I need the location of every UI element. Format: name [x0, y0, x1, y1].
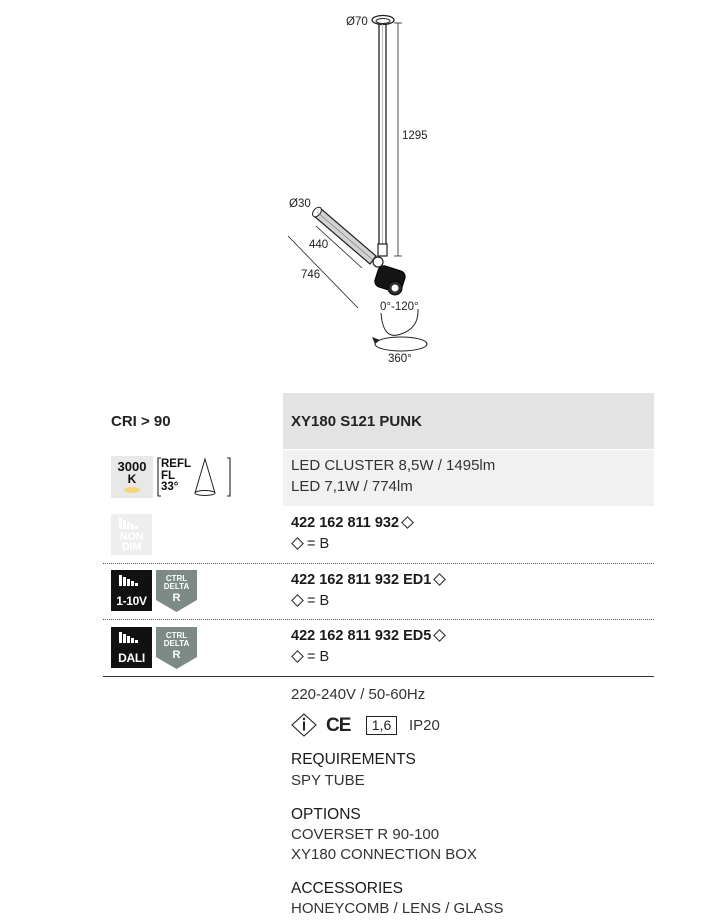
variant-code: 422 162 811 932 ED1	[291, 572, 432, 588]
stem-dimension	[394, 23, 402, 256]
accessories-item: HONEYCOMB / LENS / GLASS	[291, 900, 504, 917]
diamond-icon	[291, 537, 304, 550]
rotation-indicator	[372, 337, 427, 351]
technical-drawing	[0, 0, 702, 380]
cable-section-box: 1,6	[366, 716, 397, 735]
diamond-icon	[433, 573, 446, 586]
dim-top-diameter: Ø70	[346, 16, 368, 28]
options-item: COVERSET R 90-100	[291, 826, 440, 843]
dim-tilt: 0°-120°	[380, 301, 419, 313]
color-temp-unit: K	[127, 472, 137, 486]
variant-note-row	[291, 536, 329, 552]
ceiling-rose	[372, 16, 394, 25]
variant-note: = B	[307, 536, 330, 552]
row-separator	[103, 619, 654, 620]
product-name: XY180 S121 PUNK	[291, 413, 422, 430]
voltage-spec: 220-240V / 50-60Hz	[291, 686, 426, 703]
table-bottom-rule	[103, 676, 654, 677]
variant-note: = B	[307, 649, 330, 665]
dimming-protocol-label: DALI	[118, 651, 145, 665]
ctrl-line-3: R	[172, 592, 181, 604]
ip-rating: IP20	[409, 717, 440, 734]
ctrl-delta-r-badge	[156, 627, 197, 669]
variant-note: = B	[307, 593, 330, 609]
ctrl-line-3: R	[172, 649, 181, 661]
variant-code: 422 162 811 932 ED5	[291, 628, 432, 644]
cri-label: CRI > 90	[111, 413, 171, 430]
variant-note-row	[291, 649, 329, 665]
dim-stem-length: 1295	[402, 130, 428, 142]
dim-total-length: 746	[301, 269, 321, 281]
accessories-title: ACCESSORIES	[291, 880, 403, 897]
optic-labels	[161, 459, 191, 494]
dim-arm-diameter: Ø30	[289, 198, 311, 210]
dimming-bars-icon	[119, 632, 143, 643]
ctrl-line-2: DELTA	[163, 639, 190, 648]
requirements-item: SPY TUBE	[291, 772, 365, 789]
diamond-icon	[433, 629, 446, 642]
diamond-icon	[401, 516, 414, 529]
color-temp-value: 3000	[117, 459, 147, 474]
row-separator	[103, 563, 654, 564]
diamond-icon	[291, 650, 304, 663]
diamond-icon	[291, 594, 304, 607]
angled-arm	[311, 206, 376, 264]
options-item: XY180 CONNECTION BOX	[291, 846, 477, 863]
color-temperature-badge	[111, 456, 153, 498]
optic-line-1: REFL	[161, 458, 192, 470]
info-diamond-icon	[291, 713, 317, 737]
warm-light-icon	[124, 487, 140, 493]
variant-code-row	[291, 515, 417, 531]
non-dim-badge	[111, 514, 152, 555]
ce-mark: CE	[326, 715, 351, 736]
dimming-protocol-label: 1-10V	[116, 594, 147, 608]
variant-code-row	[291, 572, 449, 588]
non-dim-line-2: DIM	[121, 541, 142, 553]
optic-line-3: 33°	[161, 481, 179, 493]
optic-line-2: FL	[161, 469, 176, 482]
variant-note-row	[291, 593, 329, 609]
ctrl-delta-r-badge	[156, 570, 197, 612]
ctrl-line-2: DELTA	[163, 582, 190, 591]
dim-rotation: 360°	[388, 353, 412, 365]
ctrl-line-1: CTRL	[165, 574, 188, 583]
certification-row	[291, 713, 491, 737]
requirements-title: REQUIREMENTS	[291, 751, 416, 768]
dimming-bars-icon	[119, 518, 143, 529]
spot-head	[373, 257, 407, 295]
dimming-bars-icon	[119, 575, 143, 586]
variant-code-row	[291, 628, 449, 644]
dimming-dali-badge	[111, 627, 152, 668]
light-source-1: LED CLUSTER 8,5W / 1495lm	[291, 457, 496, 474]
non-dim-line-1: NON	[119, 531, 144, 543]
optic-badge	[157, 456, 231, 498]
ctrl-line-1: CTRL	[165, 631, 188, 640]
dimming-1-10v-badge	[111, 570, 152, 611]
options-title: OPTIONS	[291, 806, 361, 823]
variant-code: 422 162 811 932	[291, 515, 400, 531]
dim-arm-length: 440	[309, 239, 329, 251]
light-source-2: LED 7,1W / 774lm	[291, 478, 413, 495]
stem	[378, 24, 387, 256]
